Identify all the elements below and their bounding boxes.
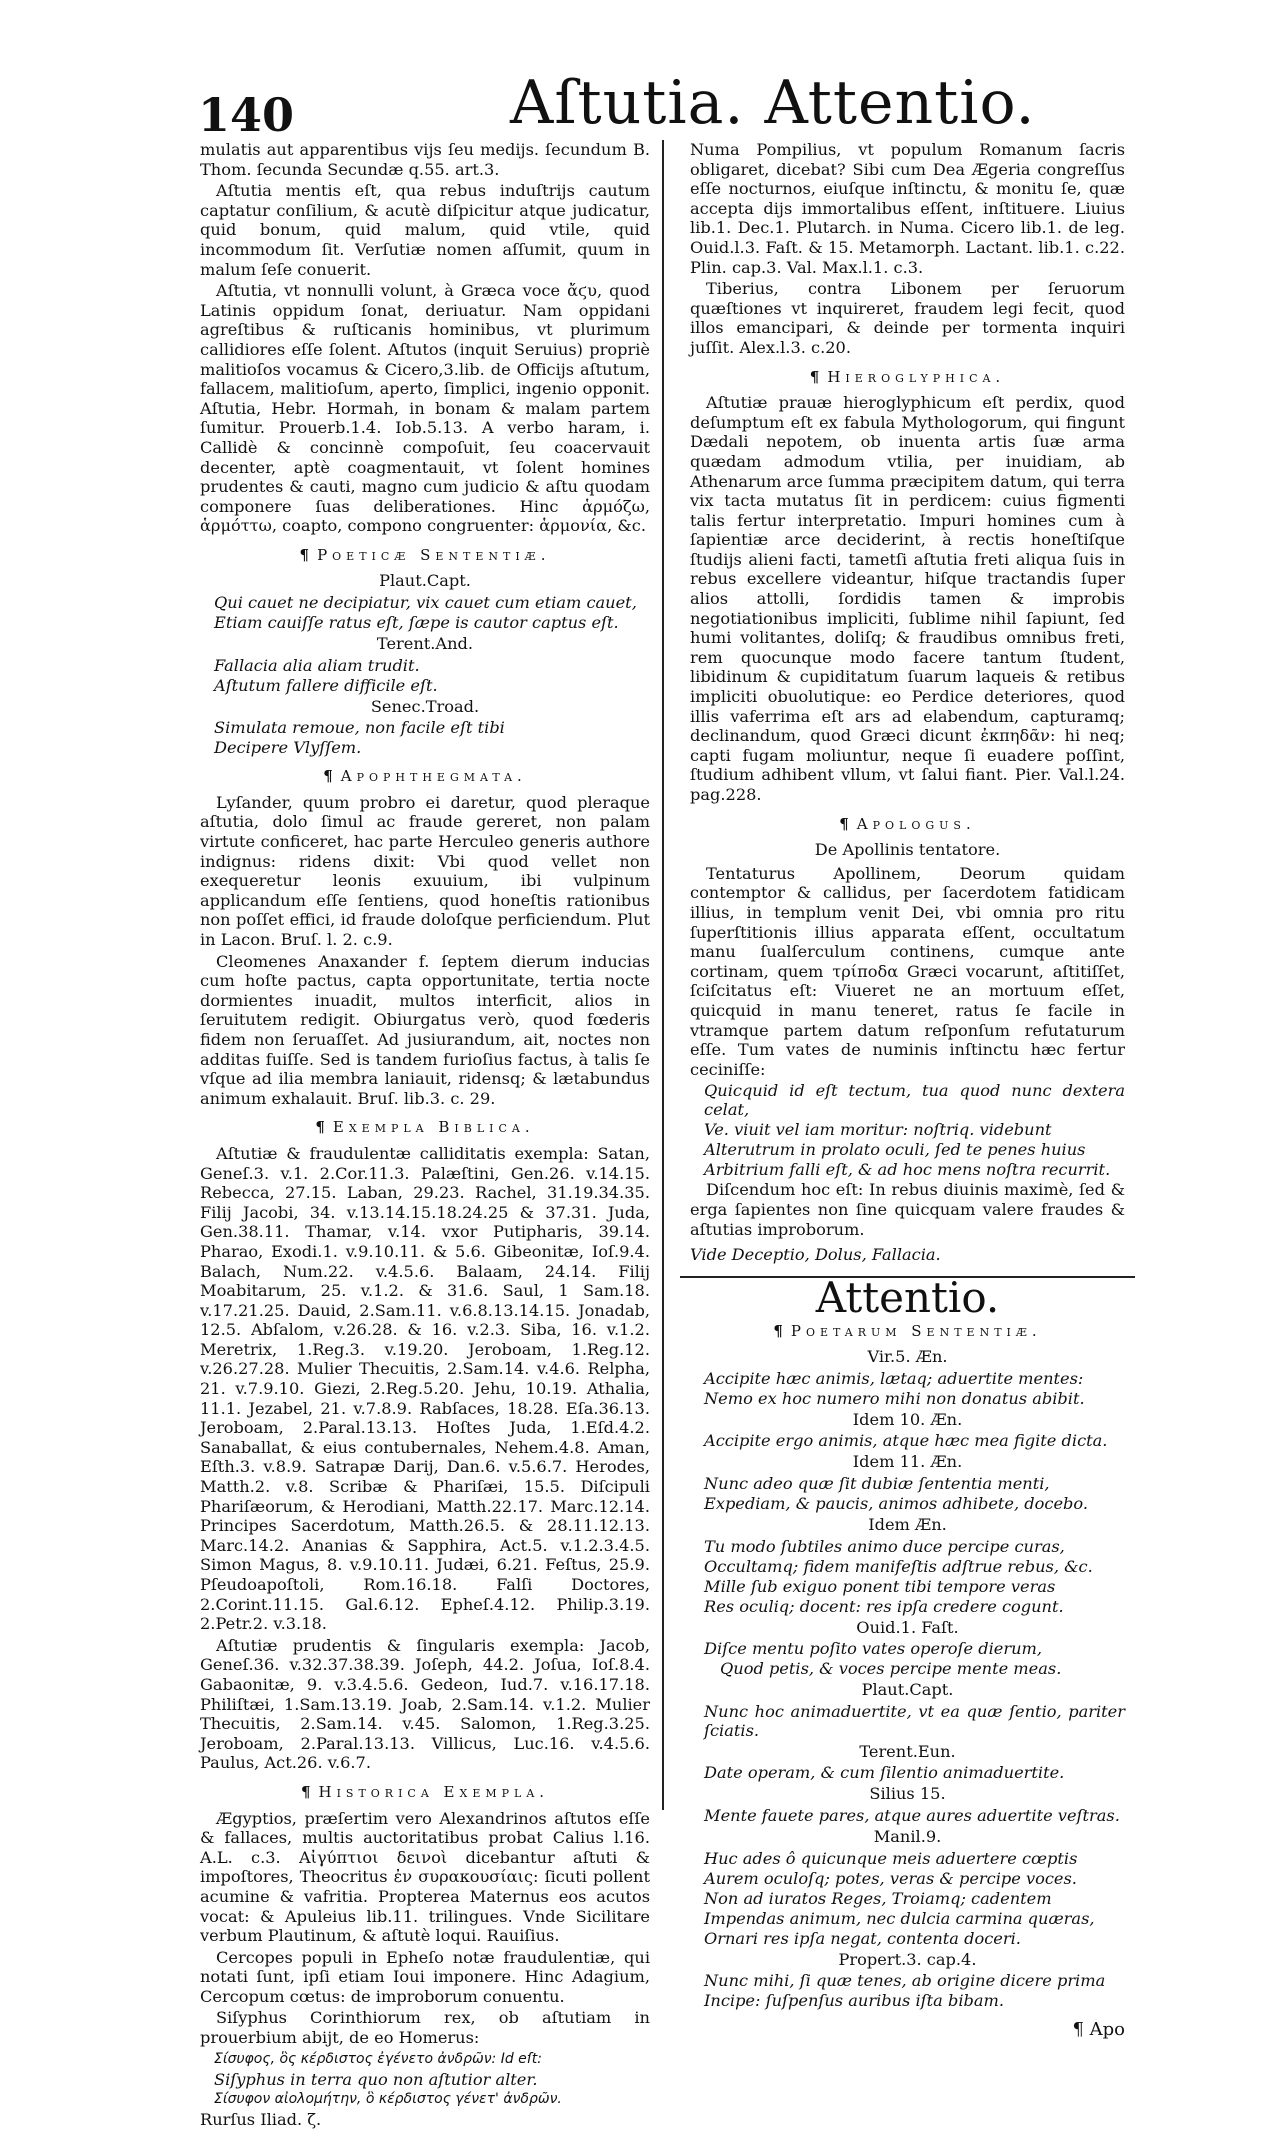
verse-line: Simulata remoue, non facile eſt tibi [214,718,505,738]
source-label: Idem 11. Æn. [852,1452,963,1472]
paragraph: Tiberius, contra Libonem per ſeruorum quæſtiones vt inquireret, fraudem legi fecit, quod illos emancipari, & deinde per tormenta inquiri juſſit. Alex.l.3. c.20. [690,279,1125,357]
section-heading: ¶ Hieroglyphica. [809,367,1006,386]
source-label: Terent.And. [376,634,474,654]
paragraph: Tentaturus Apollinem, Deorum quidam contemptor & callidus, per ſacerdotem fatidicam illius, in templum venit Dei, vbi omnia pro ritu ſuperſtitionis illius apparata eſſent, occultatum manu ſualſerculum continens, cumque ante cortinam, quem τρίποδα Græci vocarunt, aſtitiſſet, ſciſcitatus eſt: Viueret ne an mortuum eſſet, quicquid in manu teneret, ratus ſe facile in vtramque partem datum reſponſum refutaturum eſſe. Tum vates de numinis inſtinctu hæc fertur ceciniſſe: [690,863,1125,1079]
verse-line: Aurem oculoſq; potes, veras & percipe voces. [704,1868,1077,1888]
section-heading: ¶ Poetarum Sententiæ. [773,1321,1042,1340]
verse-line: Alterutrum in prolato oculi, ſed te penes huius [704,1140,1086,1160]
verse-line: Mente fauete pares, atque aures aduertite veſtras. [704,1806,1120,1826]
greek-verse: Σίσυφον αἰολομήτην, ὃ κέρδιστος γένετ' ἀνδρῶν. [214,2090,562,2107]
running-title: Aſtutia. Attentio. [510,68,1036,138]
source-label: Terent.Eun. [859,1741,956,1761]
source-label: Vir.5. Æn. [867,1347,948,1367]
verse-line: Expediam, & paucis, animos adhibete, docebo. [704,1494,1089,1514]
verse-line: Etiam cauiſſe ratus eſt, ſæpe is cautor captus eſt. [214,613,619,633]
source-label: Plaut.Capt. [861,1680,954,1700]
verse-line: Arbitrium falli eſt, & ad hoc mens noſtra recurrit. [704,1160,1111,1180]
paragraph: Aſtutia, vt nonnulli volunt, à Græca voce ἄϛυ, quod Latinis oppidum ſonat, deriuatur. Nam oppidani agreſtibus & ruſticanis hominibus, vt plurimum callidiores eſſe ſolent. Aſtutos (inquit Seruius) propriè malitioſos vocamus & Cicero,3.lib. de Officijs aſtutum, fallacem, malitioſum, aperto, ſimplici, ingenio opponit. Aſtutia, Hebr. Hormah, in bonam & malam partem ſumitur. Prouerb.1.4. Iob.5.13. A verbo haram, i. Callidè & concinnè compoſuit, ſeu coacervauit decenter, aptè coagmentauit, vt ſolent homines prudentes & cauti, magno cum judicio & aſtu quodam componere ſuas deliberationes. Hinc ἁρμόζω, ἁρμόττω, coapto, compono congruenter: ἁρμονία, &c. [200,281,650,536]
verse-line: Quicquid id eſt tectum, tua quod nunc dextera celat, [704,1081,1125,1120]
verse-line: Qui cauet ne decipiatur, vix cauet cum etiam cauet, [214,593,637,613]
verse-line: Decipere Vlyſſem. [214,738,362,758]
verse-line: Impendas animum, nec dulcia carmina quæras, [704,1908,1095,1928]
paragraph: Cercopes populi in Epheſo notæ fraudulentiæ, qui notati ſunt, ipſi etiam Ioui imponere. Hinc Adagium, Cercopum cœtus: de improborum conuentu. [200,1947,650,2006]
verse-line: Accipite hæc animis, lætaq; aduertite mentes: [704,1368,1084,1388]
paragraph: Aſtutiæ & fraudulentæ calliditatis exempla: Satan, Geneſ.3. v.1. 2.Cor.11.3. Palæſtini, Gen.26. v.14.15. Rebecca, 27.15. Laban, 29.23. Rachel, 31.19.34.35. Filij Jacobi, 34. v.13.14.15.18.24.25 & 37.31. Juda, Gen.38.11. Thamar, v.14. vxor Putipharis, 39.14. Pharao, Exodi.1. v.9.10.11. & 5.6. Gibeonitæ, Ioſ.9.4. Balach, Num.22. v.4.5.6. Balaam, 24.14. Filij Moabitarum, 25. v.1.2. & 31.6. Saul, 1 Sam.18. v.17.21.25. Dauid, 2.Sam.11. v.6.8.13.14.15. Jonadab, 12.5. Abſalom, v.26.28. & 16. v.2.3. Siba, 16. v.1.2. Meretrix, 1.Reg.3. v.19.20. Jeroboam, 1.Reg.12. v.26.27.28. Mulier Thecuitis, 2.Sam.14. v.4.6. Relpha, 21. v.7.9.10. Giezi, 2.Reg.5.20. Jehu, 10.19. Athalia, 11.1. Jezabel, 21. v.7.8.9. Rabſaces, 18.28. Eſa.36.13. Jeroboam, 2.Paral.13.13. Hoſtes Juda, 1.Eſd.4.2. Sanaballat, & eius contubernales, Nehem.4.8. Aman, Eſth.3. v.8.9. Satrapæ Darij, Dan.6. v.5.6.7. Herodes, Matth.2. v.8. Scribæ & Phariſæi, 15.5. Diſcipuli Phariſæorum, & Herodiani, Matth.22.17. Marc.12.14. Principes Sacerdotum, Matth.26.5. & 28.11.12.13. Marc.14.2. Ananias & Sapphira, Act.5. v.1.2.3.4.5. Simon Magus, 8. v.9.10.11. Judæi, 6.21. Feſtus, 25.9. Pſeudoapoſtoli, Rom.16.18. Falſi Doctores, 2.Corint.11.15. Gal.6.12. Epheſ.4.12. Philip.3.19. 2.Petr.2. v.3.18. [200,1143,650,1634]
entry-title: Attentio. [815,1273,1000,1323]
verse-line: Mille ſub exiguo ponent tibi tempore veras [704,1576,1056,1596]
cross-reference: Vide Deceptio, Dolus, Fallacia. [690,1245,941,1265]
left-column [200,140,650,2130]
section-heading: ¶ Historica Exempla. [300,1782,550,1801]
verse-line: Occultamq; fidem manifeſtis adſtrue rebus, &c. [704,1556,1093,1576]
verse-line: Nunc mihi, ſi quæ tenes, ab origine dicere prima [704,1971,1106,1991]
paragraph: Lyſander, quum probro ei daretur, quod pleraque aſtutia, dolo ſimul ac fraude gereret, non palam virtute conficeret, hac parte Herculeo generis authore indignus: ridens dixit: Vbi quod vellet non exequeretur leonis exuuium, ibi vulpinum applicandum eſſe ſentiens, quod honeſtis rationibus non poſſet effici, id fraude doloſque perficiendum. Plut in Lacon. Bruſ. l. 2. c.9. [200,792,650,949]
section-heading: ¶ Apologus. [839,814,976,833]
verse-line: Ornari res ipſa negat, contenta doceri. [704,1928,1021,1948]
catchword: ¶ Apo [1072,2019,1125,2041]
verse-line: Nunc adeo quæ ſit dubiæ ſententia menti, [704,1474,1050,1494]
paragraph: mulatis aut apparentibus vijs ſeu medijs. ſecundum B. Thom. ſecunda Secundæ q.55. art.3. [200,140,650,179]
paragraph: Aſtutia mentis eſt, qua rebus induſtrijs cautum captatur conſilium, & acutè diſpicitur atque judicatur, quid bonum, quid malum, quid vtile, quid incommodum ſit. Verſutiæ nomen aſſumit, quum in malum ſeſe conuerit. [200,181,650,279]
section-heading: ¶ Exempla Biblica. [315,1118,535,1137]
paragraph: Aſtutiæ prudentis & ſingularis exempla: Jacob, Geneſ.36. v.32.37.38.39. Joſeph, 44.2. Joſua, Ioſ.8.4. Gabaonitæ, 9. v.3.4.5.6. Gedeon, Iud.7. v.16.17.18. Philiſtæi, 1.Sam.13.19. Joab, 2.Sam.14. v.1.2. Mulier Thecuitis, 2.Sam.14. v.45. Salomon, 1.Reg.3.25. Jeroboam, 2.Paral.13.13. Villicus, Luc.16. v.4.5.6. Paulus, Act.26. v.6.7. [200,1635,650,1773]
paragraph: Ægyptios, præſertim vero Alexandrinos aſtutos eſſe & fallaces, multis auctoritatibus probat Calius l.16. A.L. c.3. Αἰγύπτιοι δεινοὶ dicebantur aſtuti & impoſtores, Theocritus ἐν συρακουσίαις: ſicuti pollent acumine & vafritia. Propterea Maternus eos acutos vocat: & Apuleius lib.11. trilingues. Vnde Sicilitare verbum Plautinum, & aſtutè loqui. Rauiſius. [200,1808,650,1946]
source-label: Ouid.1. Faſt. [856,1617,959,1637]
paragraph: Cleomenes Anaxander f. ſeptem dierum inducias cum hoſte pactus, capta opportunitate, tertia nocte dormientes inuadit, multos interficit, alios in ſeruitutem redigit. Obiurgatus verò, quod fœderis fidem non ſeruaſſet. Ad jusiurandum, ait, noctes non additas fuiſſe. Sed is tandem furioſius factus, à talis ſe vſque ad ilia membra laniauit, ridensq; & lætabundus animum exhalauit. Bruſ. lib.3. c. 29. [200,951,650,1108]
greek-verse: Σίσυφος, ὃς κέρδιστος ἐγένετο ἀνδρῶν: Id eſt: [214,2050,542,2067]
verse-line: Accipite ergo animis, atque hæc mea figite dicta. [704,1431,1108,1451]
verse-line: Date operam, & cum ſilentio animaduertite. [704,1763,1065,1783]
column-rule [662,140,664,1810]
right-column [690,140,1125,2040]
paragraph: Aſtutiæ prauæ hieroglyphicum eſt perdix, quod deſumptum eſt ex fabula Mythologorum, qui fingunt Dædali nepotem, ob inuenta artis ſuæ arma quædam admodum vtilia, per inuidiam, ab Athenarum arce ſumma præcipitem datum, qui terra vix tacta mutatus ſit in perdicem: cuius figmenti talis fertur interpretatio. Impuri homines cum à ſapientiæ arce deciderint, à rectis honeſtiſque ſtudijs alieni facti, tametſi aſtutia freti aliqua ſuis in rebus excellere videantur, hiſque tractandis ſuper alios attolli, ſordidis tamen & improbis negotiationibus impliciti, ſublime nihil ſapiunt, ſed humi volitantes, doliſq; & fraudibus omnibus freti, rem quocunque modo facere tantum ſtudent, libidinum & cupiditatum ſuarum laqueis & retibus impliciti obuolutique: eo Perdice deteriores, quod illis vaferrima eſt ars ad elabendum, capturamq; declinandum, quod Græci dicunt ἐκπηδᾶν: hi neq; capti fugam moliuntur, neque ſi euadere poſſint, ſtudium adhibent vllum, vt ſalui fiant. Pier. Val.l.24. pag.228. [690,393,1125,804]
source-label: Propert.3. cap.4. [838,1949,977,1969]
verse-line: Aſtutum fallere difficile eſt. [214,675,438,695]
subheading: De Apollinis tentatore. [814,840,1001,860]
verse-line: Incipe: ſuſpenſus auribus iſta bibam. [704,1991,1004,2011]
paragraph: Siſyphus Corinthiorum rex, ob aſtutiam in prouerbium abijt, de eo Homerus: [200,2008,650,2048]
section-heading: ¶ Apophthegmata. [323,767,527,786]
source-label: Manil.9. [873,1827,942,1847]
source-label: Idem 10. Æn. [852,1409,963,1429]
verse-line: Siſyphus in terra quo non aſtutior alter. [214,2069,538,2089]
paragraph: Diſcendum hoc eſt: In rebus diuinis maximè, ſed & erga ſapientes non ſine quicquam valere fraudes & aſtutias improborum. [690,1180,1125,1239]
verse-line: Fallacia alia aliam trudit. [214,655,420,675]
verse-line: Quod petis, & voces percipe mente meas. [720,1659,1062,1679]
paragraph: Numa Pompilius, vt populum Romanum ſacris obligaret, dicebat? Sibi cum Dea Ægeria congreſſus eſſe nocturnos, eiuſque inſtinctu, & monitu ſe, quæ accepta dijs immortalibus eſſent, inſtituere. Liuius lib.1. Dec.1. Plutarch. in Numa. Cicero lib.1. de leg. Ouid.l.3. Faſt. & 15. Metamorph. Lactant. lib.1. c.22. Plin. cap.3. Val. Max.l.1. c.3. [690,140,1125,277]
source-label: Idem Æn. [868,1515,947,1535]
verse-line: Res oculiq; docent: res ipſa credere cogunt. [704,1596,1064,1616]
source-label: Senec.Troad. [370,696,480,716]
verse-line: Nunc hoc animaduertite, vt ea quæ ſentio, pariter ſciatis. [704,1701,1125,1740]
verse-line: Tu modo ſubtiles animo duce percipe curas, [704,1536,1065,1556]
verse-line: Nemo ex hoc numero mihi non donatus abibit. [704,1388,1085,1408]
source-label: Silius 15. [869,1784,946,1804]
page-number: 140 [198,88,295,142]
verse-line: Ve. viuit vel iam moritur: noſtriq. videbunt [704,1120,1052,1140]
verse-line: Diſce mentu poſito vates operoſe dierum, [704,1639,1043,1659]
source-label: Plaut.Capt. [379,571,471,591]
section-heading: ¶ Poeticæ Sententiæ. [299,545,551,564]
verse-line: Huc ades ô quicunque meis aduertere cœptis [704,1848,1078,1868]
verse-line: Non ad iuratos Reges, Troiamq; cadentem [704,1888,1052,1908]
source-label: Rurſus Iliad. ζ. [200,2109,322,2129]
